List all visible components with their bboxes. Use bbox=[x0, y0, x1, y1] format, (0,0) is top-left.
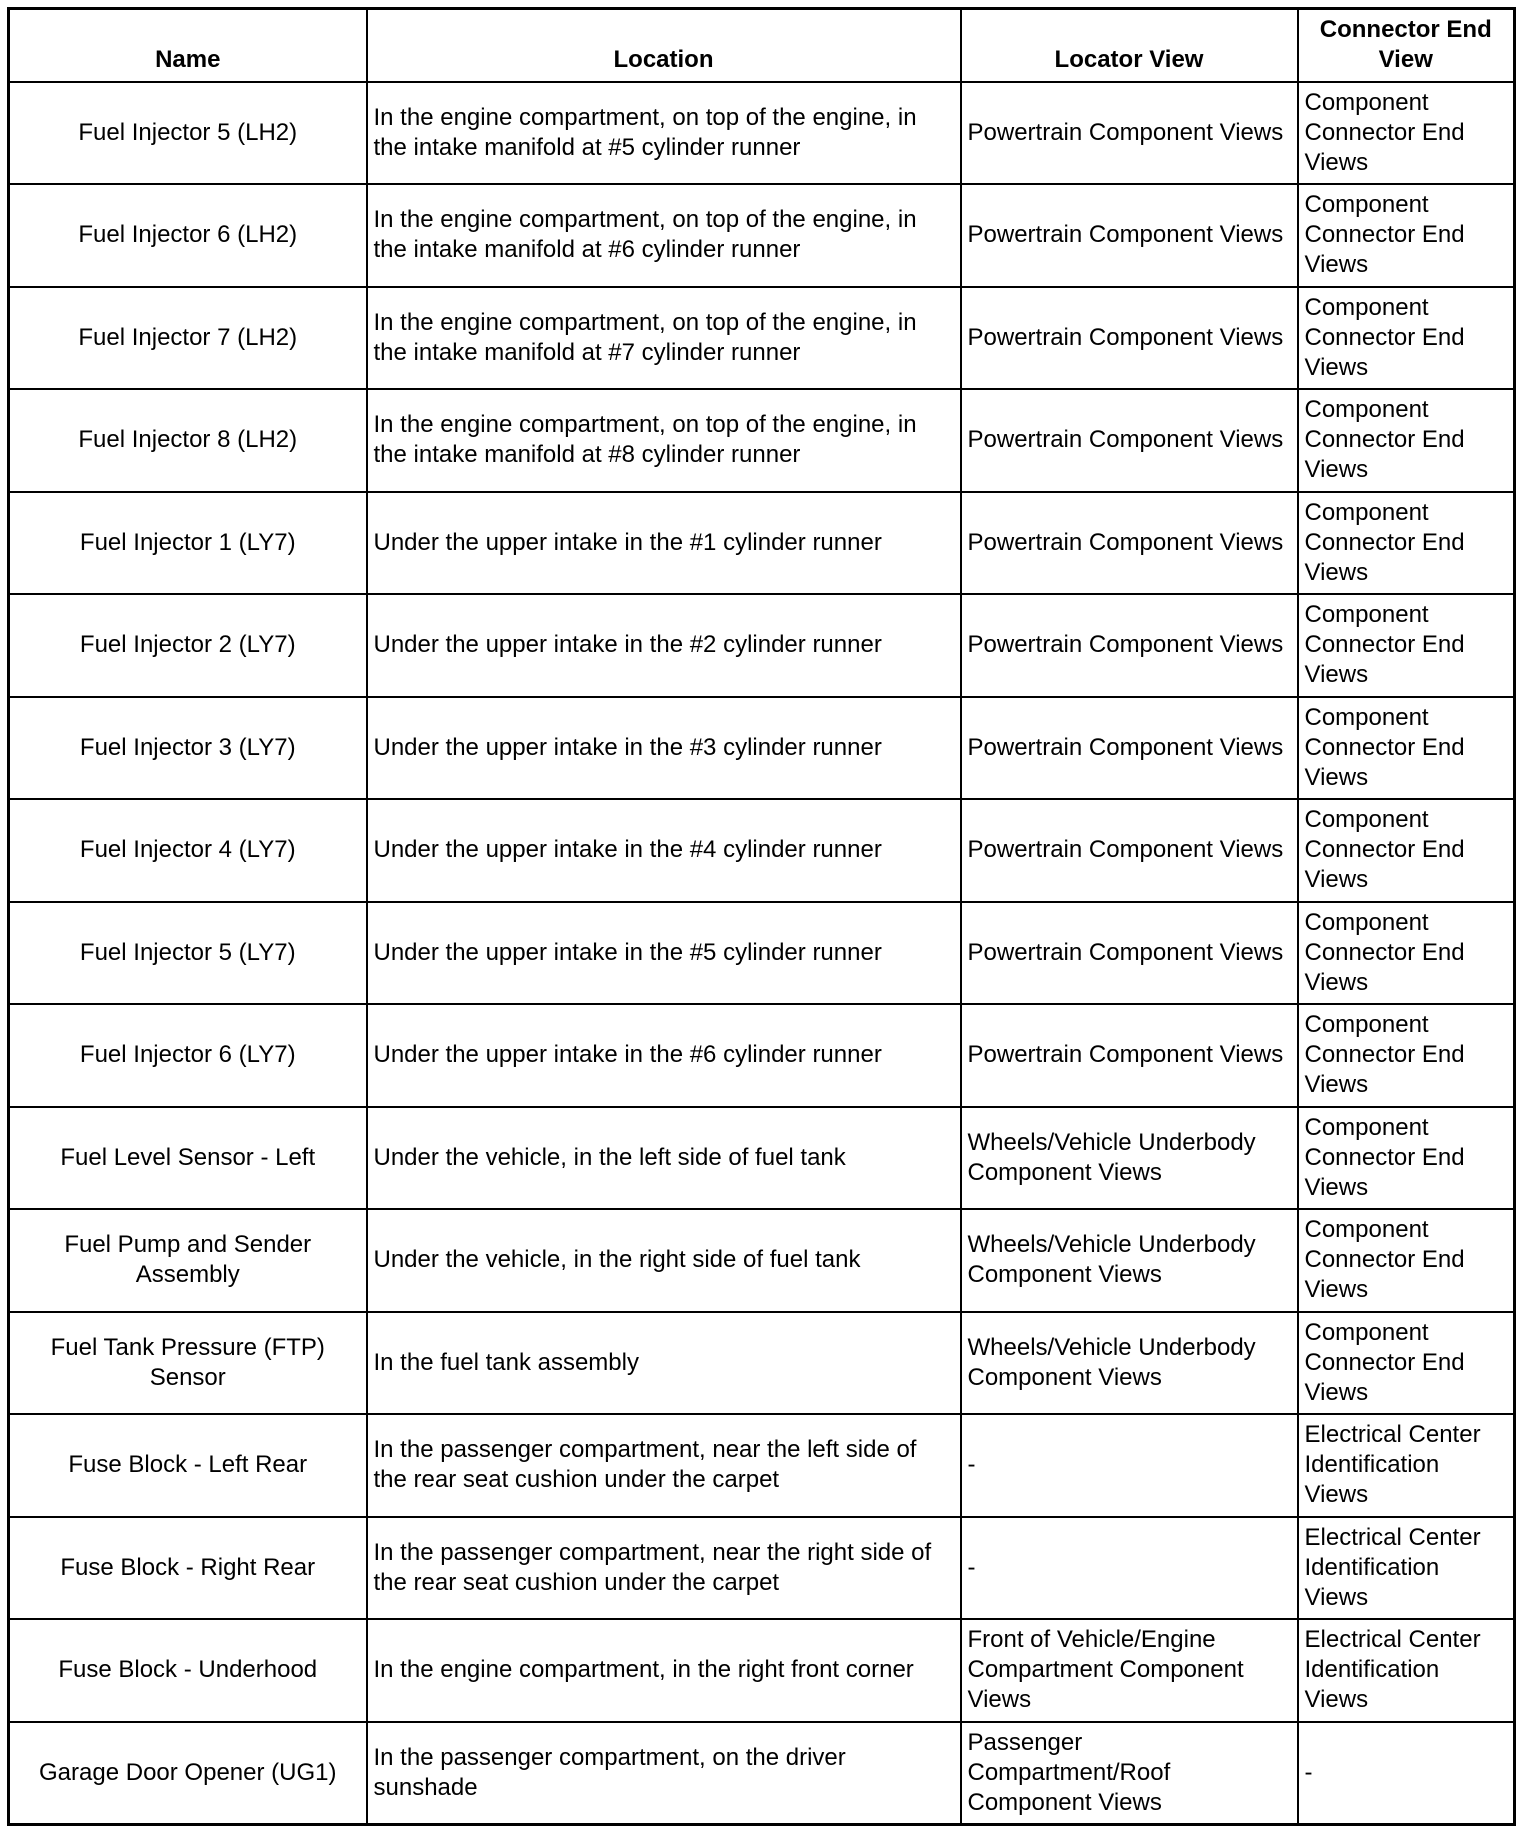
cell-location: In the passenger compartment, near the right side of the rear seat cushion under the carpet bbox=[367, 1517, 961, 1620]
table-row bbox=[9, 1619, 1515, 1722]
cell-connector-end-view: Component Connector End Views bbox=[1298, 697, 1515, 800]
cell-connector-end-view: Component Connector End Views bbox=[1298, 492, 1515, 595]
cell-location: Under the upper intake in the #3 cylinder runner bbox=[367, 697, 961, 800]
cell-connector-end-view: Component Connector End Views bbox=[1298, 1312, 1515, 1415]
cell-connector-end-view: Component Connector End Views bbox=[1298, 902, 1515, 1005]
table-row bbox=[9, 82, 1515, 185]
table-row bbox=[9, 1517, 1515, 1620]
cell-locator-view: Powertrain Component Views bbox=[961, 184, 1298, 287]
table-row bbox=[9, 389, 1515, 492]
cell-location: In the fuel tank assembly bbox=[367, 1312, 961, 1415]
cell-locator-view: Front of Vehicle/Engine Compartment Component Views bbox=[961, 1619, 1298, 1722]
cell-locator-view: Passenger Compartment/Roof Component Views bbox=[961, 1722, 1298, 1825]
cell-locator-view: - bbox=[961, 1414, 1298, 1517]
cell-location: In the engine compartment, on top of the engine, in the intake manifold at #6 cylinder runner bbox=[367, 184, 961, 287]
cell-locator-view: Powertrain Component Views bbox=[961, 82, 1298, 185]
cell-connector-end-view: Component Connector End Views bbox=[1298, 1209, 1515, 1312]
cell-connector-end-view: Component Connector End Views bbox=[1298, 1004, 1515, 1107]
cell-name: Fuel Injector 3 (LY7) bbox=[9, 697, 367, 800]
cell-locator-view: Powertrain Component Views bbox=[961, 902, 1298, 1005]
cell-name: Fuse Block - Left Rear bbox=[9, 1414, 367, 1517]
header-location: Location bbox=[367, 9, 961, 82]
cell-connector-end-view: Component Connector End Views bbox=[1298, 594, 1515, 697]
cell-locator-view: - bbox=[961, 1517, 1298, 1620]
table-row bbox=[9, 1209, 1515, 1312]
cell-name: Fuel Injector 7 (LH2) bbox=[9, 287, 367, 390]
cell-location: Under the upper intake in the #5 cylinder runner bbox=[367, 902, 961, 1005]
table-row bbox=[9, 1312, 1515, 1415]
header-connector-end-view: Connector End View bbox=[1298, 9, 1515, 82]
cell-connector-end-view: Component Connector End Views bbox=[1298, 1107, 1515, 1210]
table-row bbox=[9, 1107, 1515, 1210]
cell-location: In the engine compartment, in the right front corner bbox=[367, 1619, 961, 1722]
cell-name: Fuel Injector 8 (LH2) bbox=[9, 389, 367, 492]
cell-connector-end-view: Electrical Center Identification Views bbox=[1298, 1517, 1515, 1620]
cell-name: Fuel Injector 6 (LY7) bbox=[9, 1004, 367, 1107]
cell-connector-end-view: Component Connector End Views bbox=[1298, 287, 1515, 390]
cell-location: In the engine compartment, on top of the engine, in the intake manifold at #7 cylinder runner bbox=[367, 287, 961, 390]
cell-locator-view: Wheels/Vehicle Underbody Component Views bbox=[961, 1312, 1298, 1415]
cell-location: In the passenger compartment, near the left side of the rear seat cushion under the carpet bbox=[367, 1414, 961, 1517]
cell-name: Fuel Tank Pressure (FTP) Sensor bbox=[9, 1312, 367, 1415]
header-locator-view: Locator View bbox=[961, 9, 1298, 82]
table-row bbox=[9, 697, 1515, 800]
component-locator-table bbox=[7, 7, 1516, 1826]
cell-locator-view: Powertrain Component Views bbox=[961, 1004, 1298, 1107]
table-row bbox=[9, 902, 1515, 1005]
cell-connector-end-view: Electrical Center Identification Views bbox=[1298, 1414, 1515, 1517]
table-row bbox=[9, 799, 1515, 902]
cell-connector-end-view: Electrical Center Identification Views bbox=[1298, 1619, 1515, 1722]
table-header-row bbox=[9, 9, 1515, 82]
cell-name: Garage Door Opener (UG1) bbox=[9, 1722, 367, 1825]
table-row bbox=[9, 287, 1515, 390]
table-row bbox=[9, 492, 1515, 595]
cell-location: Under the upper intake in the #4 cylinder runner bbox=[367, 799, 961, 902]
header-name: Name bbox=[9, 9, 367, 82]
cell-name: Fuel Injector 4 (LY7) bbox=[9, 799, 367, 902]
cell-connector-end-view: Component Connector End Views bbox=[1298, 82, 1515, 185]
cell-locator-view: Powertrain Component Views bbox=[961, 594, 1298, 697]
cell-location: Under the vehicle, in the right side of fuel tank bbox=[367, 1209, 961, 1312]
cell-location: In the passenger compartment, on the driver sunshade bbox=[367, 1722, 961, 1825]
cell-name: Fuel Injector 5 (LY7) bbox=[9, 902, 367, 1005]
cell-locator-view: Wheels/Vehicle Underbody Component Views bbox=[961, 1107, 1298, 1210]
cell-location: Under the upper intake in the #2 cylinder runner bbox=[367, 594, 961, 697]
cell-location: Under the upper intake in the #6 cylinder runner bbox=[367, 1004, 961, 1107]
cell-name: Fuel Injector 5 (LH2) bbox=[9, 82, 367, 185]
cell-name: Fuel Injector 1 (LY7) bbox=[9, 492, 367, 595]
cell-name: Fuse Block - Right Rear bbox=[9, 1517, 367, 1620]
table-row bbox=[9, 594, 1515, 697]
cell-location: In the engine compartment, on top of the engine, in the intake manifold at #8 cylinder runner bbox=[367, 389, 961, 492]
cell-connector-end-view: Component Connector End Views bbox=[1298, 184, 1515, 287]
cell-locator-view: Powertrain Component Views bbox=[961, 492, 1298, 595]
cell-name: Fuel Injector 2 (LY7) bbox=[9, 594, 367, 697]
cell-name: Fuel Injector 6 (LH2) bbox=[9, 184, 367, 287]
cell-locator-view: Powertrain Component Views bbox=[961, 287, 1298, 390]
cell-connector-end-view: Component Connector End Views bbox=[1298, 389, 1515, 492]
cell-name: Fuel Level Sensor - Left bbox=[9, 1107, 367, 1210]
cell-locator-view: Powertrain Component Views bbox=[961, 799, 1298, 902]
component-locator-table-wrapper bbox=[7, 7, 1516, 1826]
cell-locator-view: Powertrain Component Views bbox=[961, 389, 1298, 492]
cell-locator-view: Powertrain Component Views bbox=[961, 697, 1298, 800]
cell-connector-end-view: - bbox=[1298, 1722, 1515, 1825]
table-row bbox=[9, 1414, 1515, 1517]
table-row bbox=[9, 184, 1515, 287]
table-row bbox=[9, 1004, 1515, 1107]
cell-connector-end-view: Component Connector End Views bbox=[1298, 799, 1515, 902]
cell-name: Fuse Block - Underhood bbox=[9, 1619, 367, 1722]
cell-location: Under the vehicle, in the left side of fuel tank bbox=[367, 1107, 961, 1210]
table-row bbox=[9, 1722, 1515, 1825]
cell-location: In the engine compartment, on top of the engine, in the intake manifold at #5 cylinder runner bbox=[367, 82, 961, 185]
cell-name: Fuel Pump and Sender Assembly bbox=[9, 1209, 367, 1312]
cell-locator-view: Wheels/Vehicle Underbody Component Views bbox=[961, 1209, 1298, 1312]
cell-location: Under the upper intake in the #1 cylinder runner bbox=[367, 492, 961, 595]
